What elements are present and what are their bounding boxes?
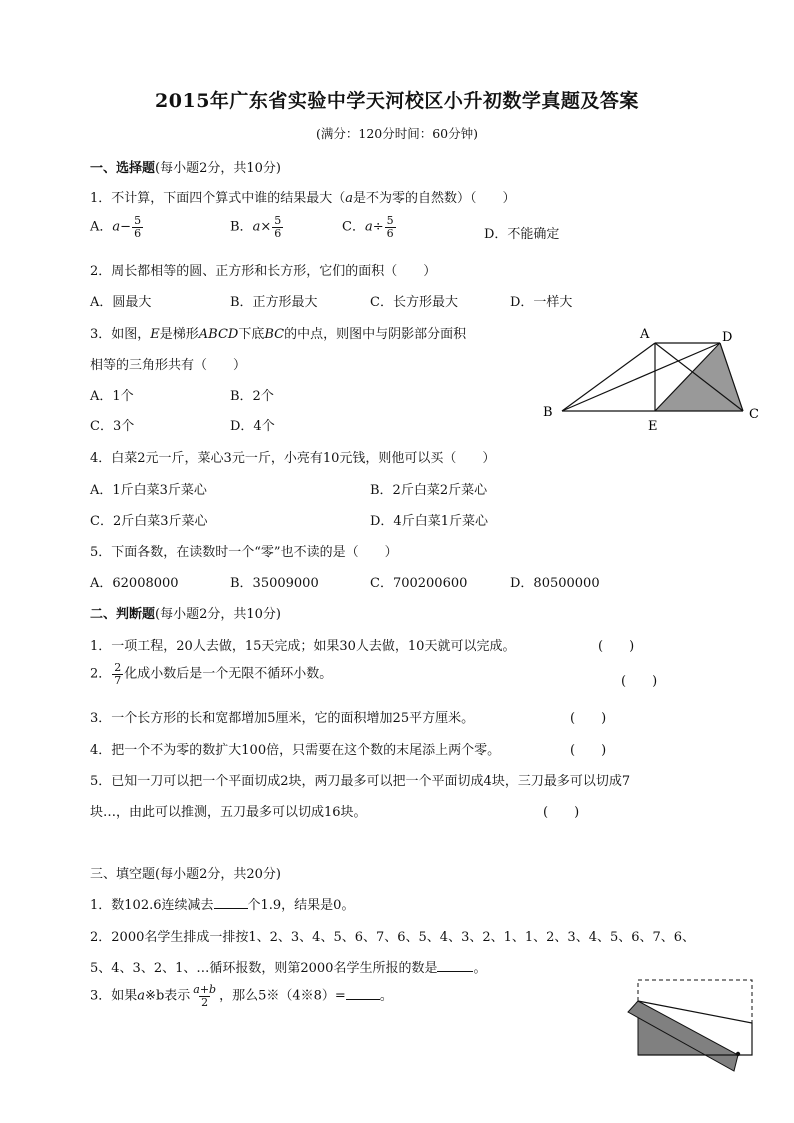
section-fill-title: 三、填空题: [90, 867, 156, 882]
choice-q1-var: a: [345, 191, 354, 206]
fraction: [385, 215, 396, 239]
fraction-denominator: 6: [274, 226, 282, 240]
page-title: 2015年广东省实验中学天河校区小升初数学真题及答案: [155, 90, 639, 112]
q3-text: 是梯形: [159, 327, 199, 342]
choice-q4-option-d: D．4斤白菜1斤菜心: [370, 514, 488, 529]
judge-q1: 1．一项工程，20人去做，15天完成；如果30人去做，10天就可以完成。: [90, 639, 516, 654]
judge-q2-text: 化成小数后是一个无限不循环小数。: [124, 666, 333, 682]
fraction: [272, 215, 283, 239]
choice-q1-option-a: [90, 215, 144, 239]
choice-q4-option-b: B．2斤白菜2斤菜心: [370, 483, 488, 498]
q3-var-abcd: ABCD: [198, 327, 239, 342]
q3-text: 的中点，则图中与阴影部分面积: [284, 327, 467, 342]
option-label: C．: [342, 219, 365, 235]
folded-rectangle-figure: [622, 975, 762, 1075]
label-a: A: [640, 327, 650, 342]
choice-q4-option-a: A．1斤白菜3斤菜心: [90, 483, 207, 498]
q3-text: 下底: [238, 327, 265, 342]
choice-q5: 5．下面各数，在读数时一个“零”也不读的是（ ）: [90, 545, 398, 560]
choice-q1-text-b: 是不为零的自然数）（ ）: [353, 191, 516, 206]
choice-q3-option-c: C．3个: [90, 419, 135, 434]
q3-var-bc: BC: [264, 327, 285, 342]
fill-q3-text-a: 3．如果: [90, 988, 138, 1004]
section-fill-note: (每小题2分，共20分): [155, 867, 281, 882]
fill-q3: [90, 984, 393, 1008]
section-judge-title: 二、判断题: [90, 607, 156, 622]
section-judge-note: (每小题2分，共10分): [155, 607, 281, 622]
page-subtitle: (满分：120分时间：60分钟): [315, 126, 479, 141]
section-fill-heading: [90, 863, 281, 882]
choice-q3-option-a: A．1个: [90, 389, 134, 404]
fill-q2-text-b: 。: [473, 961, 487, 976]
fraction: [132, 215, 143, 239]
option-operator: ÷: [372, 219, 384, 235]
fraction-numerator: 5: [274, 214, 282, 227]
fill-q3-var-a: a: [137, 988, 146, 1004]
fraction-denominator: 6: [134, 226, 142, 240]
fraction-numerator: 2: [114, 661, 122, 674]
judge-q4-answer: ( ): [570, 743, 607, 758]
q3-text: 3．如图，: [90, 327, 151, 342]
choice-q2: 2．周长都相等的圆、正方形和长方形，它们的面积（ ）: [90, 264, 437, 279]
fraction-numerator: 5: [134, 214, 142, 227]
fill-q3-text-c: ，那么5※（4※8）=: [219, 988, 346, 1004]
fill-q3-text-d: 。: [379, 988, 393, 1004]
fill-q1: [90, 894, 354, 913]
fraction-numerator: 5: [386, 214, 394, 227]
judge-q4: 4．把一个不为零的数扩大100倍，只需要在这个数的末尾添上两个零。: [90, 743, 501, 758]
choice-q3-option-d: D．4个: [230, 419, 275, 434]
label-d: D: [722, 330, 733, 345]
fraction-denominator: 2: [201, 995, 209, 1009]
fill-q2-blank[interactable]: [437, 971, 473, 972]
choice-q5-option-d: D．80500000: [510, 576, 600, 591]
judge-q2-answer: ( ): [621, 674, 658, 689]
choice-q2-option-a: A．圆最大: [90, 295, 152, 310]
judge-q5-answer: ( ): [543, 805, 580, 820]
choice-q3-option-b: B．2个: [230, 389, 274, 404]
judge-q3: 3．一个长方形的长和宽都增加5厘米，它的面积增加25平方厘米。: [90, 711, 475, 726]
section-choice-note: (每小题2分，共10分): [155, 161, 281, 176]
corner-point: [736, 1052, 740, 1056]
judge-q5-line1: 5．已知一刀可以把一个平面切成2块，两刀最多可以把一个平面切成4块，三刀最多可以切成7: [90, 774, 631, 789]
label-e: E: [648, 419, 658, 434]
fill-q1-blank[interactable]: [214, 908, 248, 909]
option-var: a: [112, 219, 121, 235]
fraction-numerator: [191, 984, 218, 996]
label-b: B: [543, 405, 553, 420]
option-operator: −: [120, 219, 132, 235]
option-var: a: [364, 219, 373, 235]
section-judge-heading: [90, 603, 281, 622]
q3-var-e: E: [150, 327, 160, 342]
choice-q1-text-a: 1．不计算，下面四个算式中谁的结果最大（: [90, 191, 346, 206]
fraction: [112, 662, 123, 686]
choice-q4-option-c: C．2斤白菜3斤菜心: [90, 514, 208, 529]
judge-q2: [90, 662, 332, 686]
section-choice-heading: [90, 157, 281, 176]
numerator-b: b: [209, 983, 217, 996]
trapezoid-figure: [538, 322, 768, 436]
fill-q2-line2: [90, 957, 486, 976]
option-label: B．: [230, 219, 253, 235]
fill-q2-line1: 2．2000名学生排成一排按1、2、3、4、5、6、7、6、5、4、3、2、1、1、2、3、4、5、6、7、6、: [90, 930, 696, 945]
judge-q1-answer: ( ): [598, 639, 635, 654]
choice-q5-option-a: A．62008000: [90, 576, 179, 591]
option-label: A．: [90, 219, 113, 235]
judge-q5-line2: 块…，由此可以推测，五刀最多可以切成16块。: [90, 805, 367, 820]
choice-q5-option-c: C．700200600: [370, 576, 468, 591]
numerator-a: a: [193, 983, 200, 996]
fill-q3-text-b: ※b表示: [145, 988, 191, 1004]
judge-q2-prefix: 2．: [90, 666, 112, 682]
fill-q2-text-a: 5、4、3、2、1、…循环报数，则第2000名学生所报的数是: [90, 961, 438, 976]
judge-q3-answer: ( ): [570, 711, 607, 726]
choice-q1: [90, 187, 516, 206]
fraction-denominator: 6: [386, 226, 394, 240]
choice-q3-line1: [90, 323, 466, 342]
choice-q1-option-d: D．不能确定: [484, 227, 560, 242]
fill-q3-blank[interactable]: [346, 999, 380, 1000]
choice-q4: 4．白菜2元一斤，菜心3元一斤，小亮有10元钱，则他可以买（ ）: [90, 451, 496, 466]
choice-q2-option-c: C．长方形最大: [370, 295, 458, 310]
label-c: C: [749, 407, 759, 422]
option-operator: ×: [260, 219, 272, 235]
fill-q1-text-a: 1．数102.6连续减去: [90, 898, 214, 913]
choice-q5-option-b: B．35009000: [230, 576, 319, 591]
option-var: a: [252, 219, 261, 235]
fraction: [191, 984, 218, 1008]
choice-q2-option-b: B．正方形最大: [230, 295, 318, 310]
choice-q1-option-b: [230, 215, 284, 239]
choice-q3-line2: 相等的三角形共有（ ）: [90, 358, 247, 373]
fraction-denominator: 7: [114, 673, 122, 687]
choice-q1-option-c: [342, 215, 397, 239]
fill-q1-text-b: 个1.9，结果是0。: [247, 898, 355, 913]
choice-q2-option-d: D．一样大: [510, 295, 573, 310]
numerator-plus: +: [199, 983, 210, 996]
section-choice-title: 一、选择题: [90, 161, 156, 176]
